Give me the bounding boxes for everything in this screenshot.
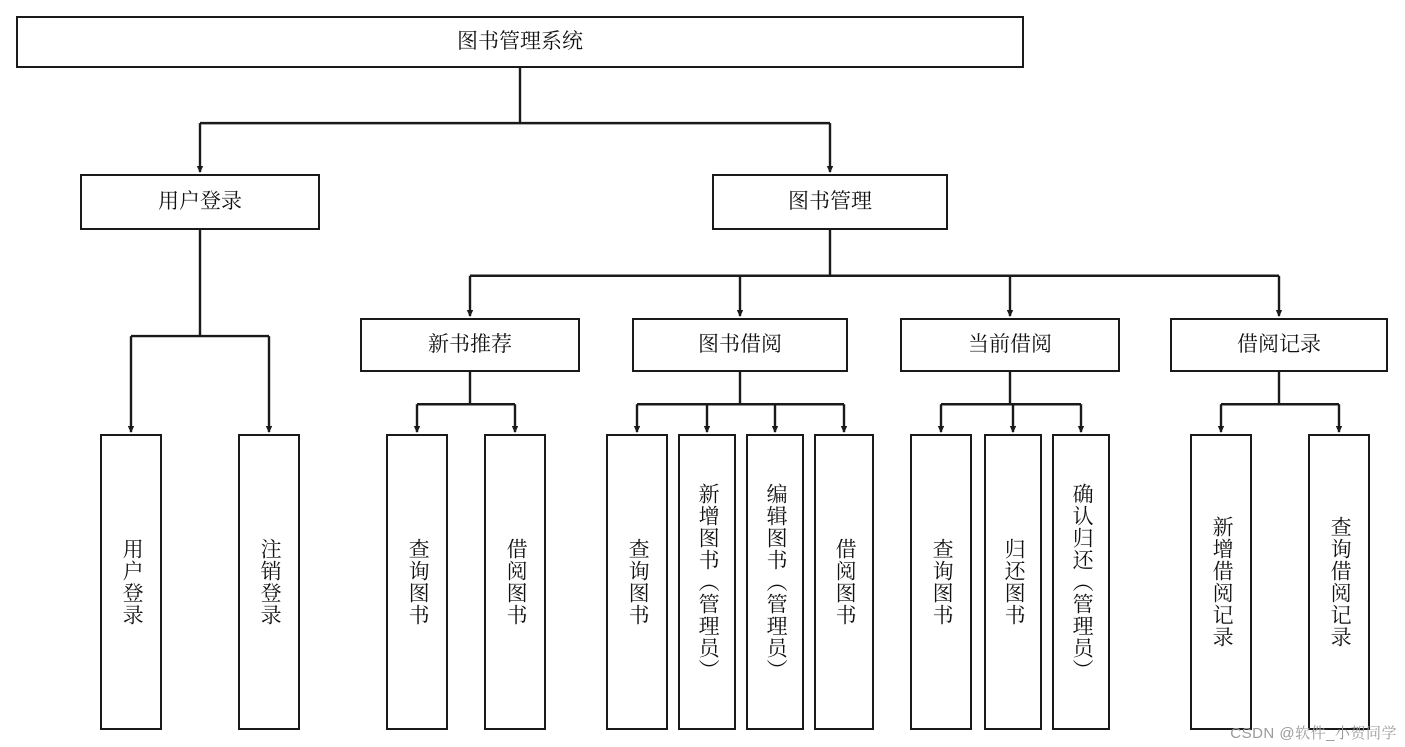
node-b1 bbox=[606, 434, 668, 730]
node-l1 bbox=[100, 434, 162, 730]
node-login bbox=[80, 174, 320, 230]
node-label: 用户登录 bbox=[120, 538, 144, 626]
node-current bbox=[900, 318, 1120, 372]
node-label: 借阅图书 bbox=[504, 538, 528, 626]
node-newbook bbox=[360, 318, 580, 372]
node-label: 查询图书 bbox=[930, 538, 954, 626]
node-r1 bbox=[1190, 434, 1252, 730]
node-b4 bbox=[814, 434, 874, 730]
node-n1 bbox=[386, 434, 448, 730]
node-label: 图书管理 bbox=[788, 189, 872, 213]
node-record bbox=[1170, 318, 1388, 372]
node-c1 bbox=[910, 434, 972, 730]
node-label: 查询图书 bbox=[406, 538, 430, 626]
node-label: 新增借阅记录 bbox=[1210, 516, 1234, 648]
node-label: 借阅图书 bbox=[833, 538, 857, 626]
node-c2 bbox=[984, 434, 1042, 730]
node-c3 bbox=[1052, 434, 1110, 730]
node-r2 bbox=[1308, 434, 1370, 730]
node-b3 bbox=[746, 434, 804, 730]
node-label: 归还图书 bbox=[1002, 538, 1026, 626]
node-label: 用户登录 bbox=[158, 189, 242, 213]
node-label: 注销登录 bbox=[258, 538, 282, 626]
node-n2 bbox=[484, 434, 546, 730]
node-label: 借阅记录 bbox=[1237, 332, 1321, 356]
node-label: 查询借阅记录 bbox=[1328, 516, 1352, 648]
node-l2 bbox=[238, 434, 300, 730]
node-borrow bbox=[632, 318, 848, 372]
node-label: 图书借阅 bbox=[698, 332, 782, 356]
node-root bbox=[16, 16, 1024, 68]
watermark: CSDN @软件_小贺同学 bbox=[1230, 725, 1397, 742]
node-label: 新增图书（管理员） bbox=[696, 483, 720, 681]
node-bookmgmt bbox=[712, 174, 948, 230]
node-label: 当前借阅 bbox=[968, 332, 1052, 356]
node-label: 确认归还（管理员） bbox=[1070, 483, 1094, 681]
node-label: 图书管理系统 bbox=[457, 29, 583, 53]
node-label: 查询图书 bbox=[626, 538, 650, 626]
node-b2 bbox=[678, 434, 736, 730]
node-label: 编辑图书（管理员） bbox=[764, 483, 788, 681]
node-label: 新书推荐 bbox=[428, 332, 512, 356]
